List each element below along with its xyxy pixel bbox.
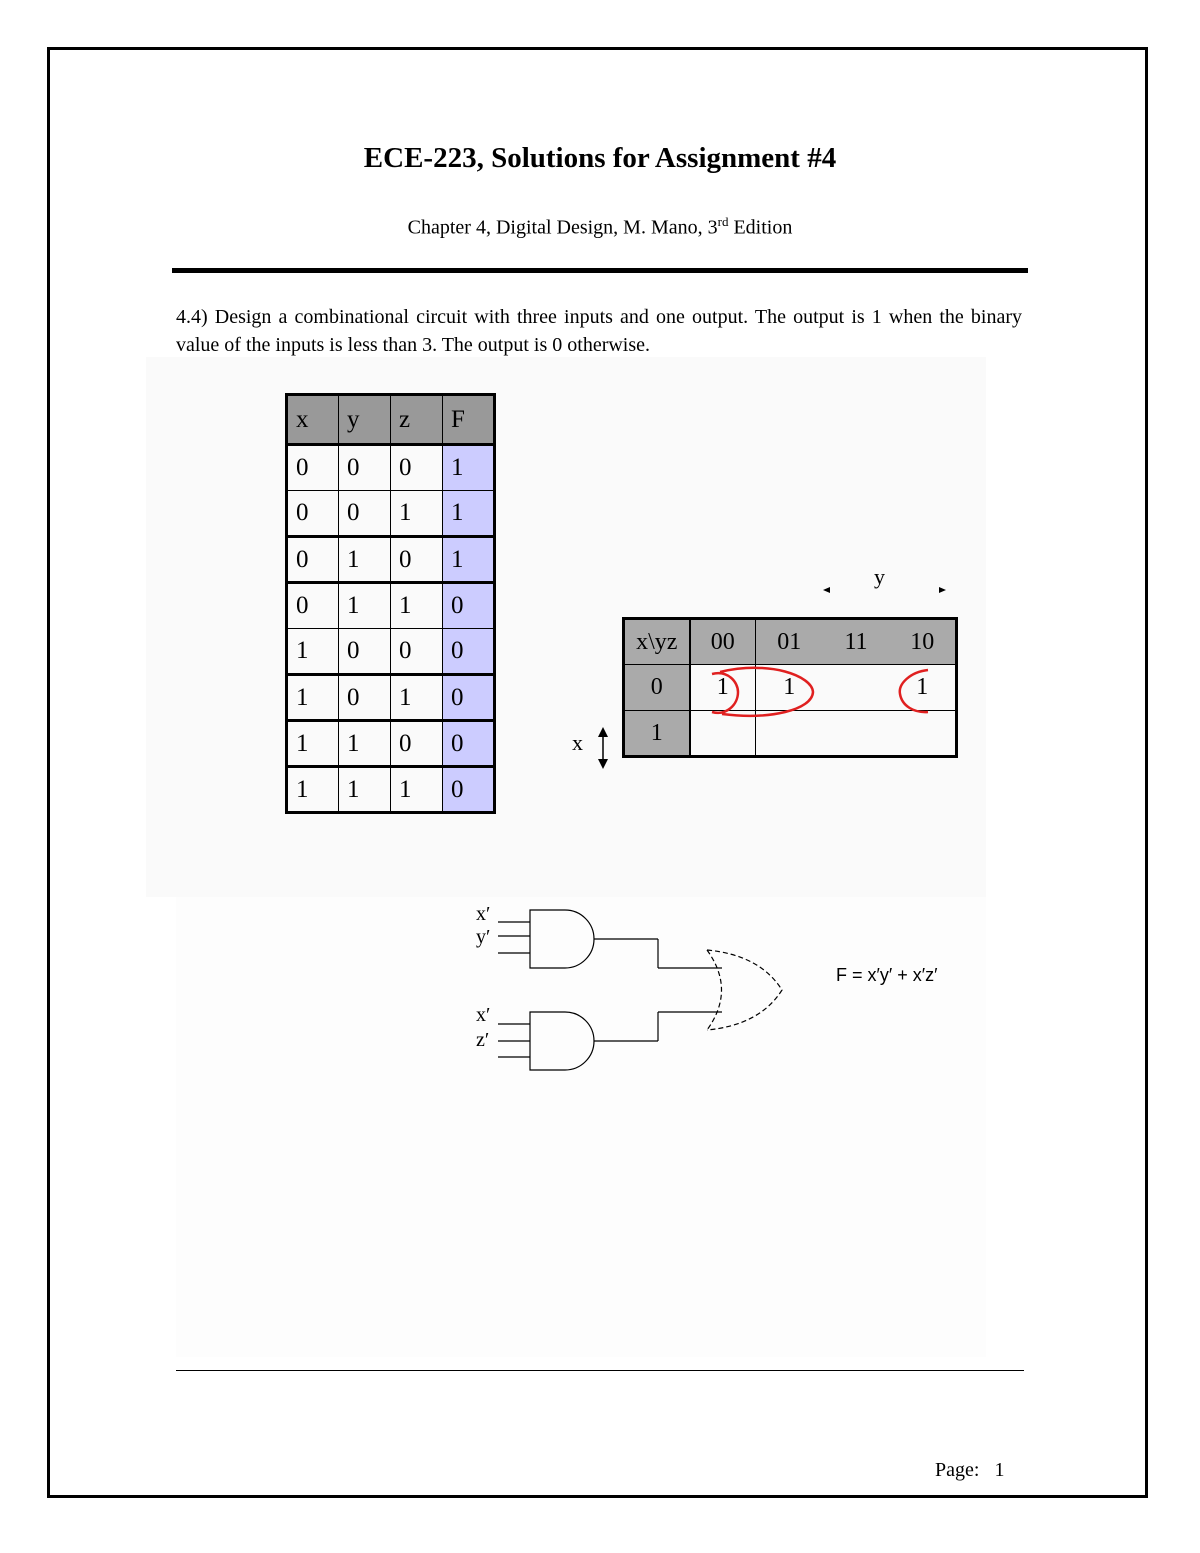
cell-y: 0 — [339, 629, 391, 675]
cell-z: 0 — [391, 537, 443, 583]
cell-f: 0 — [443, 629, 495, 675]
page-number-value: 1 — [994, 1459, 1005, 1481]
cell-f: 0 — [443, 675, 495, 721]
cell-z: 0 — [391, 445, 443, 491]
problem-statement: 4.4) Design a combinational circuit with three inputs and one output. The output is 1 when the binary value of the inputs is less than 3. The output is 0 otherwise. — [176, 306, 1022, 356]
group-00-left-circle — [712, 673, 738, 713]
cell-y: 1 — [339, 583, 391, 629]
cell-f: 1 — [443, 491, 495, 537]
page-title: ECE-223, Solutions for Assignment #4 — [363, 142, 837, 174]
cell-f: 0 — [443, 583, 495, 629]
cell-y: 1 — [339, 537, 391, 583]
kmap-row-header-1: 1 — [624, 711, 690, 757]
cell-y: 0 — [339, 445, 391, 491]
cell-z: 1 — [391, 675, 443, 721]
gate1-input-label-2: y′ — [476, 926, 491, 948]
and-gate-2 — [498, 1012, 722, 1070]
x-span-arrow-icon — [598, 727, 608, 769]
cell-y: 1 — [339, 721, 391, 767]
footer-rule — [176, 1370, 1024, 1371]
kmap-cell: 1 — [756, 665, 823, 711]
header-f: F — [443, 395, 495, 445]
cell-f: 1 — [443, 445, 495, 491]
cell-x: 1 — [287, 629, 339, 675]
cell-z: 1 — [391, 491, 443, 537]
subtitle-superscript: rd — [717, 214, 729, 229]
page-label: Page: — [935, 1459, 980, 1481]
kmap-cell: 1 — [890, 665, 957, 711]
kmap-corner: x\yz — [624, 619, 690, 665]
cell-x: 0 — [287, 491, 339, 537]
group-00-01-circle — [720, 668, 813, 716]
kmap-col-00: 00 — [690, 619, 756, 665]
kmap-x-label: x — [572, 730, 583, 755]
y-right-arrow-icon — [939, 587, 946, 593]
gate2-input-label-2: z′ — [476, 1029, 490, 1051]
cell-x: 0 — [287, 537, 339, 583]
cell-f: 0 — [443, 721, 495, 767]
header-z: z — [391, 395, 443, 445]
group-10-circle — [900, 670, 928, 712]
header-x: x — [287, 395, 339, 445]
cell-y: 0 — [339, 675, 391, 721]
cell-f: 1 — [443, 537, 495, 583]
gate2-input-label-1: x′ — [476, 1004, 491, 1026]
and-gate-1 — [498, 910, 722, 968]
kmap-col-11: 11 — [823, 619, 890, 665]
cell-x: 0 — [287, 583, 339, 629]
page-number — [935, 1459, 1004, 1482]
kmap-cell: 1 — [690, 665, 756, 711]
kmap-col-01: 01 — [756, 619, 823, 665]
cell-z: 1 — [391, 583, 443, 629]
kmap-grouping-circles — [712, 668, 928, 716]
gate1-input-label-1: x′ — [476, 903, 491, 925]
cell-z: 1 — [391, 767, 443, 813]
or-gate — [707, 950, 782, 1030]
kmap-y-label: y — [874, 564, 885, 589]
kmap-col-10: 10 — [890, 619, 957, 665]
y-left-arrow-icon — [823, 587, 830, 593]
kmap-row-header-0: 0 — [624, 665, 690, 711]
cell-y: 1 — [339, 767, 391, 813]
subtitle-text: Chapter 4, Digital Design, M. Mano, 3 — [407, 216, 718, 239]
cell-f: 0 — [443, 767, 495, 813]
header-y: y — [339, 395, 391, 445]
cell-z: 0 — [391, 721, 443, 767]
cell-x: 1 — [287, 721, 339, 767]
subtitle-edition: Edition — [728, 216, 793, 239]
cell-x: 1 — [287, 675, 339, 721]
cell-x: 1 — [287, 767, 339, 813]
cell-x: 0 — [287, 445, 339, 491]
cell-z: 0 — [391, 629, 443, 675]
cell-y: 0 — [339, 491, 391, 537]
boolean-equation: F = x′y′ + x′z′ — [836, 965, 938, 985]
